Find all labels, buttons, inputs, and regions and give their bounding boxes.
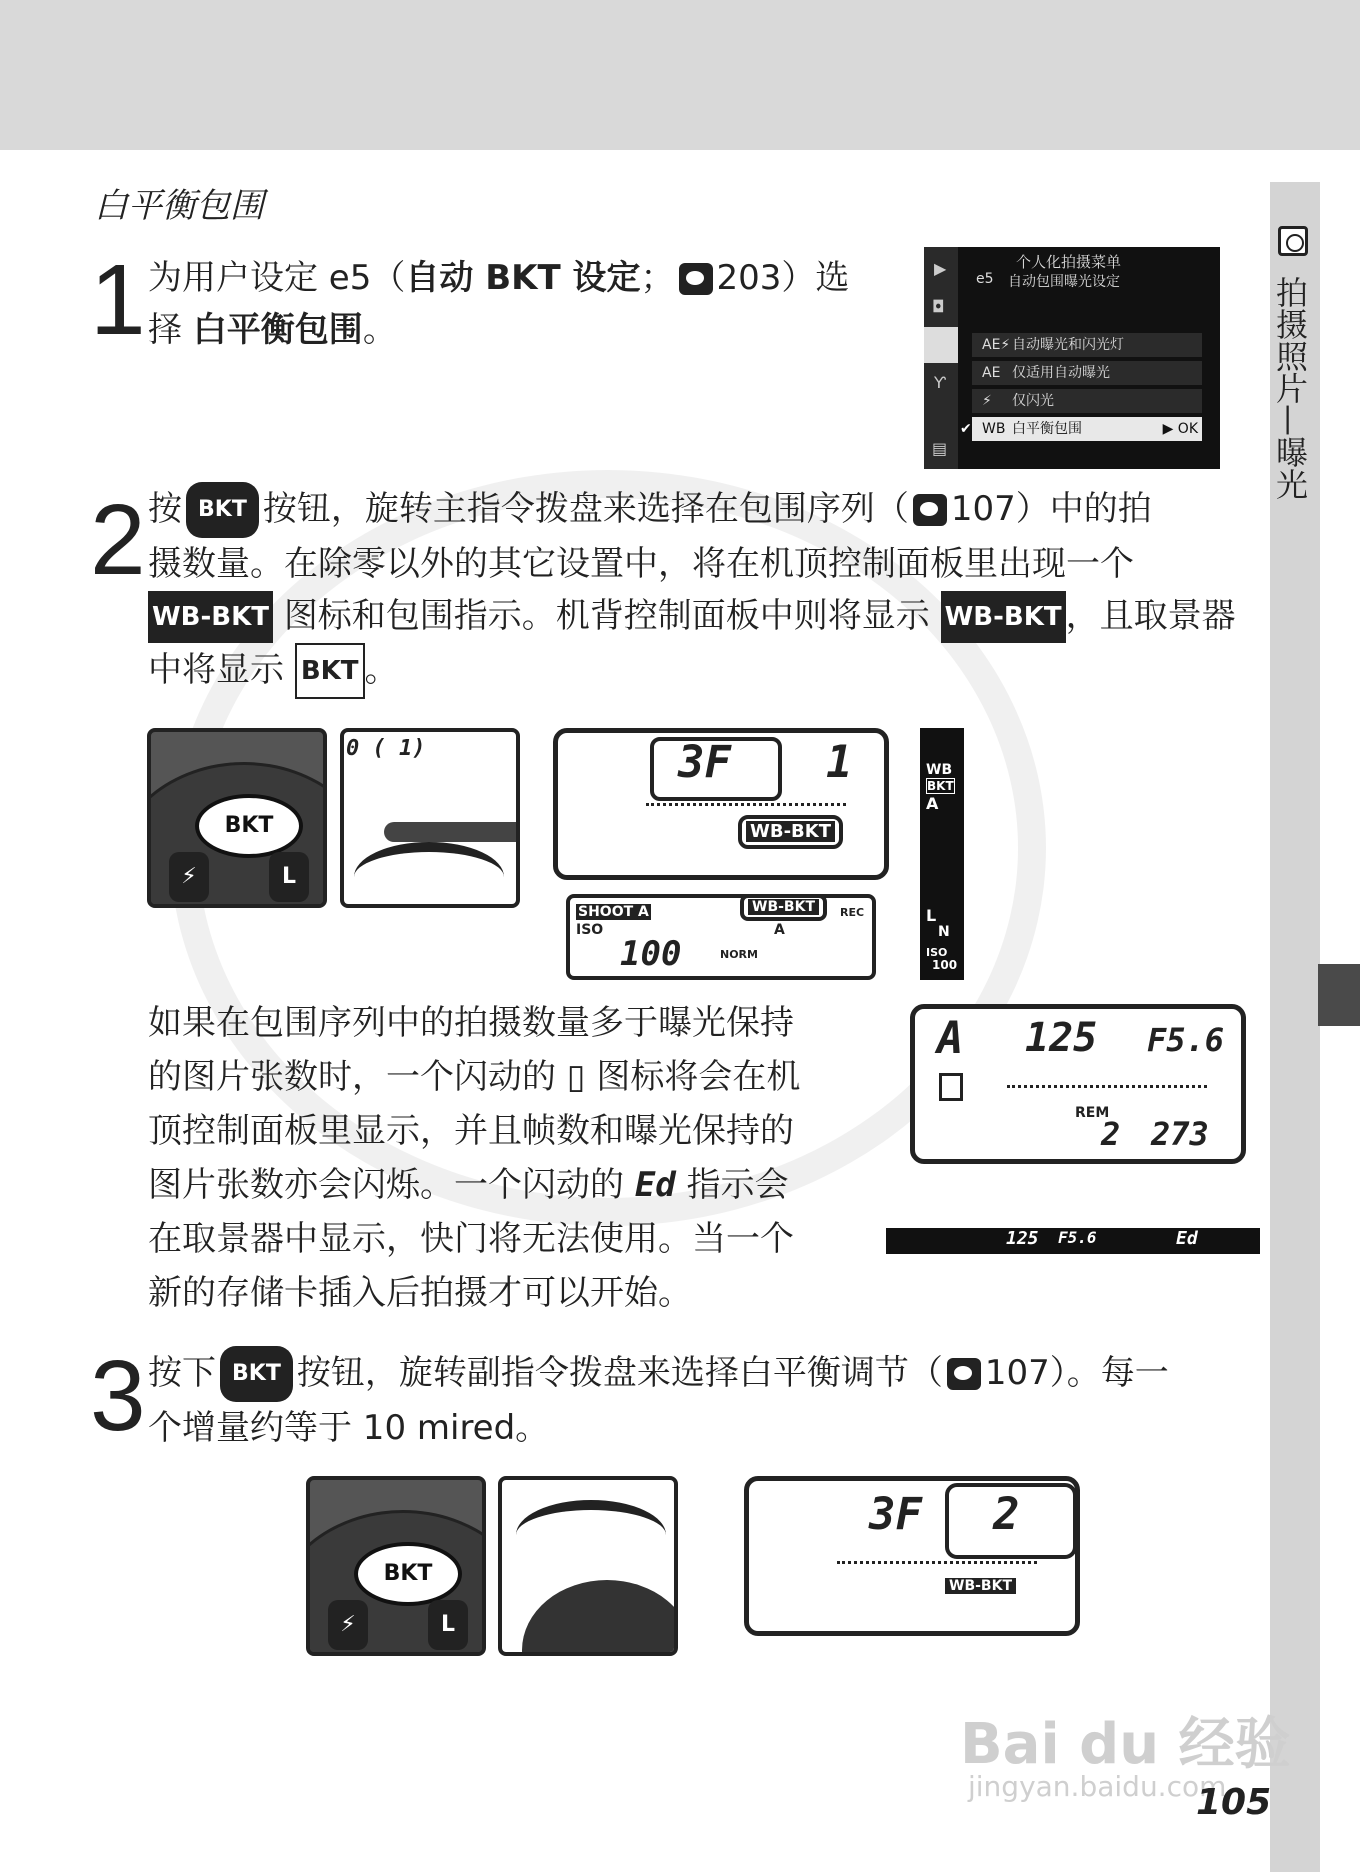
warning-line1: 如果在包围序列中的拍摄数量多于曝光保持 — [148, 1003, 794, 1043]
menu-option-ae-flash[interactable] — [972, 333, 1202, 357]
bkt-button[interactable]: BKT — [354, 1542, 462, 1606]
option-code: WB — [982, 421, 1006, 437]
step-3-ref[interactable]: 107 — [984, 1353, 1050, 1393]
flash-icon: ⚡ — [169, 852, 209, 902]
step-3-t1: 按下 — [148, 1353, 216, 1393]
iso-label: ISO — [576, 922, 604, 938]
warning-line5: 在取景器中显示，快门将无法使用。当一个 — [148, 1219, 794, 1259]
warning-viewfinder-strip — [886, 1228, 1260, 1254]
step-1-ref[interactable]: 203 — [716, 258, 782, 298]
top-gray-band — [0, 0, 1360, 150]
step-1-sep: ； — [640, 258, 675, 298]
wb-bkt-indicator: WB-BKT — [748, 899, 819, 915]
step-2-line2: 摄数量。在除零以外的其它设置中，将在机顶控制面板里出现一个 — [148, 544, 1134, 584]
step-1-text — [148, 252, 868, 356]
exposure-scale — [1007, 1085, 1207, 1088]
camera-mode-icon — [1278, 226, 1308, 256]
exposures-remaining-readout: 273 — [1151, 1115, 1209, 1153]
step-3-t3: ）。每一 — [1049, 1353, 1169, 1393]
menu-tab-column — [924, 247, 958, 469]
rotate-arrow-icon — [516, 1500, 666, 1570]
vf-bkt-label: BKT — [927, 779, 954, 793]
viewfinder-display — [920, 728, 964, 980]
flash-icon: ⚡ — [328, 1600, 368, 1650]
sub-dial-photo — [498, 1476, 678, 1656]
top-control-panel-lcd — [553, 728, 889, 880]
iso-value-readout: 100 — [620, 934, 682, 974]
option-label: 仅适用自动曝光 — [1012, 365, 1110, 381]
step-1-menu-name: 自动 BKT 设定 — [405, 258, 641, 298]
exposure-scale — [837, 1561, 1037, 1564]
dial-display-readout: 0 ( 1) — [346, 736, 426, 761]
ok-hint: ▶ OK — [1162, 421, 1198, 437]
warning-line4: 图片张数亦会闪烁。一个闪动的 — [148, 1165, 635, 1205]
lock-l-icon: L — [428, 1600, 468, 1650]
step-1-line2-post: 。 — [362, 310, 397, 350]
wb-bkt-indicator: WB-BKT — [945, 1578, 1016, 1594]
ok-label: OK — [1177, 421, 1198, 437]
vf-shutter-readout: 125 — [1006, 1228, 1039, 1249]
wb-bkt-frame — [740, 894, 827, 921]
step-2-t3: ）中的拍 — [1015, 489, 1152, 529]
bracket-warning-text — [148, 996, 868, 1320]
step-3-number: 3 — [90, 1340, 146, 1452]
step-2-line4a: 中将显示 — [148, 650, 284, 690]
shoot-bank-label: SHOOT A — [578, 904, 649, 920]
option-label: 自动曝光和闪光灯 — [1012, 337, 1124, 353]
custom-settings-menu — [924, 247, 1220, 469]
baidu-jingyan-url: jingyan.baidu.com — [968, 1770, 1227, 1803]
bracket-step-readout: 1 — [826, 737, 853, 788]
wrench-icon: Ƴ — [934, 373, 946, 392]
lock-l-icon: L — [269, 852, 309, 902]
option-code: AE⚡ — [982, 337, 1011, 353]
option-code: ⚡ — [982, 393, 992, 409]
section-title: 白平衡包围 — [94, 186, 264, 226]
camera-icon: ◘ — [932, 297, 945, 316]
menu-option-flash[interactable] — [972, 389, 1202, 413]
step-2-number: 2 — [90, 484, 146, 596]
wb-bkt-icon: WB-BKT — [941, 591, 1066, 643]
page-ref-icon — [913, 494, 947, 526]
rec-label: REC — [840, 906, 865, 919]
vf-a-label: A — [926, 794, 939, 813]
step-1-line1-post: ）选 — [781, 258, 850, 298]
step-3-text — [148, 1346, 1258, 1454]
wb-increment-readout: 2 — [993, 1489, 1020, 1540]
step-2-line3a: 图标和包围指示。机背控制面板中则将显示 — [283, 596, 930, 636]
menu-header: 个人化拍摄菜单 — [1016, 253, 1122, 271]
vf-iso-value: 100 — [932, 958, 958, 972]
check-icon: ✔ — [960, 421, 972, 437]
page-number: 105 — [1196, 1782, 1272, 1823]
memory-card-icon — [939, 1073, 963, 1101]
aperture-readout: F5.6 — [1147, 1021, 1225, 1059]
bkt-button-photo-2 — [306, 1476, 486, 1656]
vf-ed-indicator: Ed — [1176, 1228, 1198, 1249]
bracket-count-readout: 3F — [678, 737, 731, 788]
bkt-button-badge: BKT — [186, 482, 259, 538]
warning-line4-post: 指示会 — [675, 1165, 789, 1205]
option-label: 仅闪光 — [1012, 393, 1054, 409]
remaining-label: REM — [1075, 1105, 1110, 1121]
bracket-count-readout: 3F — [869, 1489, 922, 1540]
step-2-line4b: 。 — [364, 650, 399, 690]
wb-bkt-icon: WB-BKT — [148, 591, 273, 643]
playback-icon: ▶ — [934, 259, 947, 278]
sidebar-section-label: 拍摄照片—曝光 — [1271, 276, 1309, 500]
step-2-t2: 按钮，旋转主指令拨盘来选择在包围序列（ — [262, 489, 909, 529]
baidu-jingyan-logo: Bai du 经验 — [960, 1712, 1291, 1777]
dial-edge — [384, 822, 520, 842]
bkt-button-badge: BKT — [220, 1346, 293, 1402]
main-dial-photo — [340, 728, 520, 908]
rear-control-panel-lcd — [566, 894, 876, 980]
menu-option-wb-bracketing[interactable] — [960, 417, 1202, 441]
list-icon: ▤ — [932, 439, 948, 458]
vf-iso-label: ISO — [926, 946, 948, 959]
ed-indicator: Ed — [634, 1165, 676, 1205]
bkt-button-photo — [147, 728, 327, 908]
option-label: 白平衡包围 — [1012, 421, 1082, 437]
step-1-line2-pre: 择 — [148, 310, 193, 350]
menu-item-code: e5 — [976, 271, 994, 287]
vf-l-label: L — [926, 906, 937, 925]
bkt-button[interactable]: BKT — [195, 794, 303, 858]
step-2-text — [148, 482, 1258, 699]
step-2-line3b: ，且取景器 — [1065, 596, 1236, 636]
pencil-icon[interactable] — [924, 327, 958, 363]
exposure-mode-readout: A — [937, 1013, 964, 1064]
bkt-viewfinder-icon: BKT — [295, 643, 365, 699]
frame-count-readout: 2 — [1101, 1115, 1121, 1153]
warning-line3: 顶控制面板里显示，并且帧数和曝光保持的 — [148, 1111, 794, 1151]
step-3-t2: 按钮，旋转副指令拨盘来选择白平衡调节（ — [296, 1353, 943, 1393]
step-1-number: 1 — [90, 244, 146, 356]
exposure-scale — [646, 803, 846, 806]
page-ref-icon — [947, 1358, 981, 1390]
rotate-arrow-icon — [354, 842, 504, 908]
step-2-ref[interactable]: 107 — [950, 489, 1016, 529]
wb-bkt-indicator: WB-BKT — [746, 821, 835, 842]
step-2-t1: 按 — [148, 489, 182, 529]
warning-line2: 的图片张数时，一个闪动的 ▯ 图标将会在机 — [148, 1057, 801, 1097]
warning-line6: 新的存储卡插入后拍摄才可以开始。 — [148, 1273, 692, 1313]
page-ref-icon — [679, 263, 713, 295]
option-code: AE — [982, 365, 1001, 381]
wb-mode-label: A — [774, 922, 785, 938]
warning-top-lcd — [910, 1004, 1246, 1164]
step-3-top-lcd — [744, 1476, 1080, 1636]
step-3-line2: 个增量约等于 10 mired。 — [148, 1408, 550, 1448]
vf-wb-label: WB — [926, 762, 953, 778]
quality-norm-label: NORM — [720, 948, 758, 961]
menu-item-title: 自动包围曝光设定 — [1008, 274, 1120, 290]
vf-aperture-readout: F5.6 — [1058, 1228, 1097, 1247]
vf-n-label: N — [938, 924, 950, 940]
step-1-option-name: 白平衡包围 — [192, 310, 363, 350]
menu-option-ae[interactable] — [972, 361, 1202, 385]
chapter-tab — [1318, 964, 1360, 1026]
shutter-speed-readout: 125 — [1025, 1015, 1098, 1061]
sub-dial[interactable] — [522, 1580, 678, 1656]
step-1-line1-pre: 为用户设定 e5（ — [148, 258, 406, 298]
wb-bkt-frame — [738, 815, 843, 849]
